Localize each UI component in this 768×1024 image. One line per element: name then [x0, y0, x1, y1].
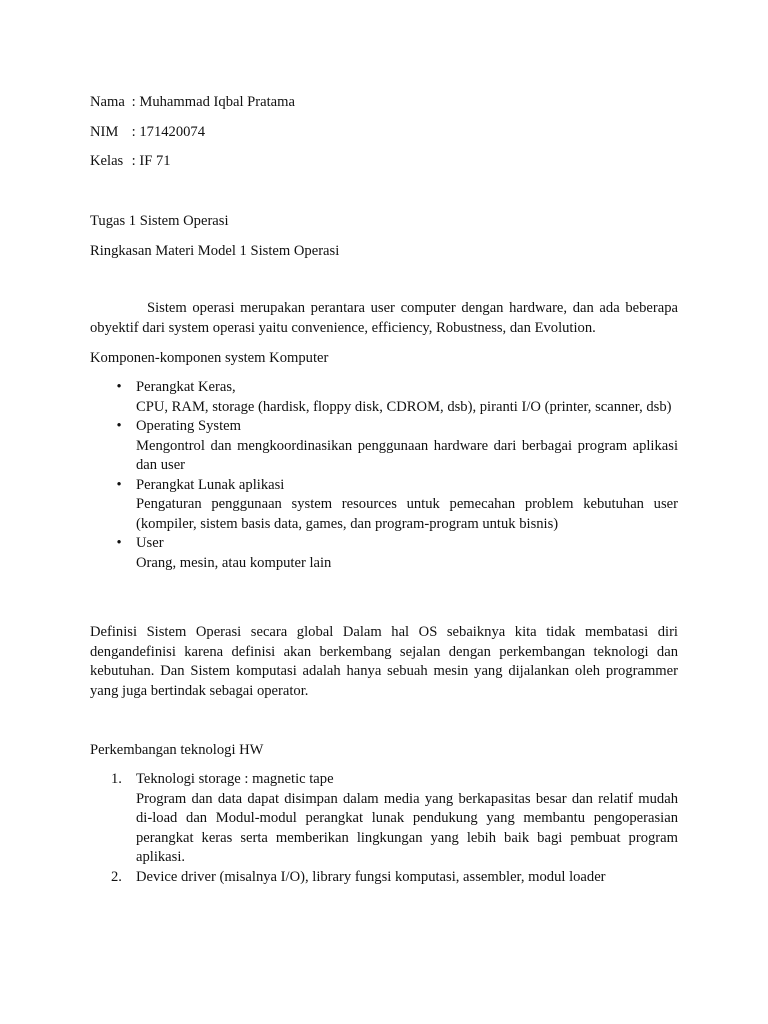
assignment-title: Tugas 1 Sistem Operasi: [90, 213, 229, 229]
nim-row: [90, 123, 205, 141]
list-item: [90, 476, 678, 535]
kelas-value: : IF 71: [131, 153, 171, 169]
list-item-desc: CPU, RAM, storage (hardisk, floppy disk, CDROM, dsb), piranti I/O (printer, scanner, dsb): [136, 398, 672, 415]
nim-label: NIM: [90, 124, 119, 140]
hw-heading: Perkembangan teknologi HW: [90, 742, 264, 758]
definition-paragraph: Definisi Sistem Operasi secara global Dalam hal OS sebaiknya kita tidak membatasi diri dengandefinisi karena definisi akan berkembang sejalan dengan perkembangan teknologi dan kebutuhan. Dan Sistem komputasi adalah hanya sebuah mesin yang dijalankan oleh programmer yang juga bertindak sebagai operator.: [90, 624, 678, 699]
nama-label: Nama: [90, 94, 125, 110]
list-item-title: Perangkat Keras,: [136, 379, 236, 395]
kelas-row: [90, 152, 171, 170]
nama-row: [90, 93, 295, 111]
list-item-desc: Pengaturan penggunaan system resources untuk pemecahan problem kebutuhan user (kompiler, sistem basis data, games, dan program-program untuk bisnis): [136, 496, 678, 532]
list-number: 2.: [111, 868, 122, 885]
bullet-icon: •: [116, 379, 122, 395]
bullet-icon: •: [116, 418, 122, 434]
list-item-desc: Program dan data dapat disimpan dalam media yang berkapasitas besar dan relatif mudah di-load dan Modul-modul perangkat lunak pendukung yang membantu pengoperasian perangkat keras serta memberikan lingkungan yang lebih baik bagi pembuat program aplikasi.: [136, 790, 678, 865]
components-heading: Komponen-komponen system Komputer: [90, 350, 329, 366]
hw-list: [90, 770, 678, 887]
list-number: 1.: [111, 771, 122, 787]
list-item: [90, 868, 678, 888]
list-item-title: Device driver (misalnya I/O), library fungsi komputasi, assembler, modul loader: [136, 868, 606, 885]
list-item: [90, 534, 678, 573]
list-item: [90, 417, 678, 476]
list-item: [90, 770, 678, 868]
bullet-icon: •: [116, 535, 122, 551]
list-item-desc: Orang, mesin, atau komputer lain: [136, 554, 332, 571]
kelas-label: Kelas: [90, 153, 124, 169]
list-item: [90, 378, 678, 417]
nim-value: : 171420074: [131, 124, 206, 140]
nama-value: : Muhammad Iqbal Pratama: [131, 94, 295, 110]
list-item-desc: Mengontrol dan mengkoordinasikan penggunaan hardware dari berbagai program aplikasi dan user: [136, 437, 678, 473]
intro-paragraph: Sistem operasi merupakan perantara user computer dengan hardware, dan ada beberapa obyektif dari system operasi yaitu convenience, efficiency, Robustness, dan Evolution.: [90, 300, 678, 336]
components-list: [90, 378, 678, 573]
list-item-title: Teknologi storage : magnetic tape: [136, 771, 334, 787]
list-item-title: User: [136, 535, 164, 551]
bullet-icon: •: [116, 476, 122, 493]
summary-title: Ringkasan Materi Model 1 Sistem Operasi: [90, 243, 340, 259]
list-item-title: Perangkat Lunak aplikasi: [136, 476, 285, 493]
list-item-title: Operating System: [136, 418, 241, 434]
